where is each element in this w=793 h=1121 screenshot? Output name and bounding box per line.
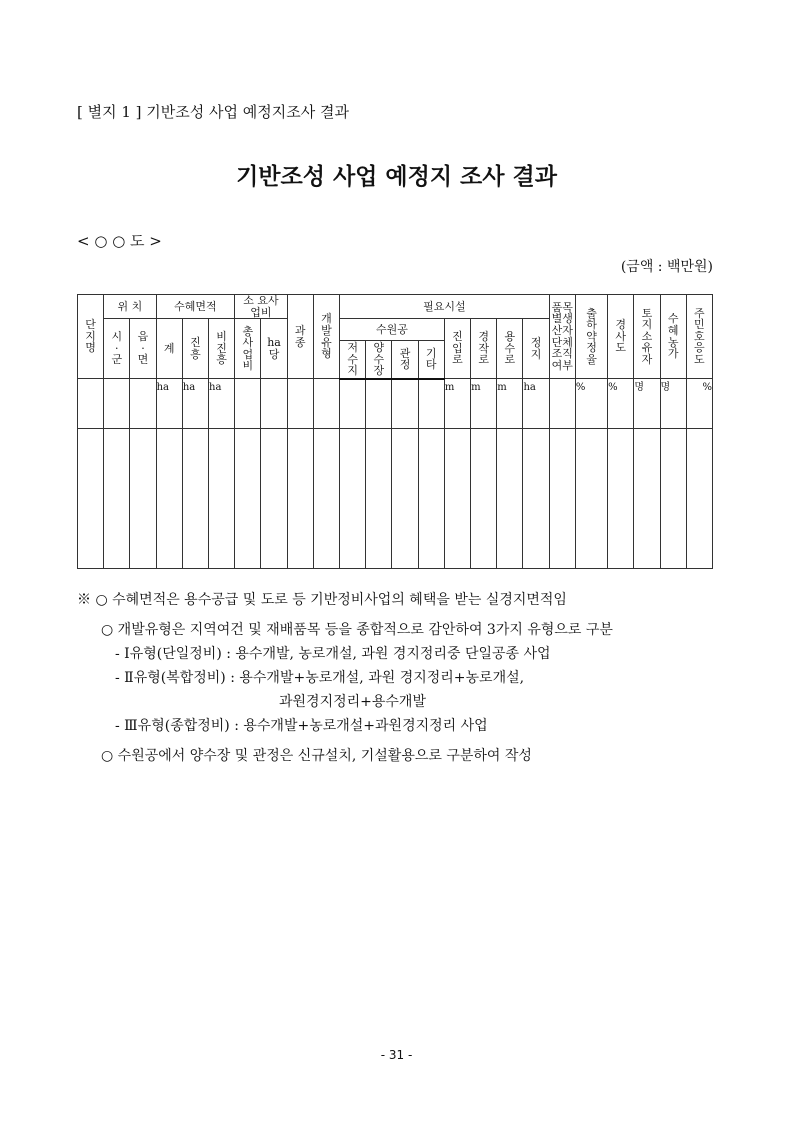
unit-cell: %: [686, 379, 712, 429]
note-item: ○ 수원공에서 양수장 및 관정은 신규설치, 기설활용으로 구분하여 작성: [101, 748, 532, 764]
header-landowner: 토지소유자: [634, 295, 660, 379]
header-pumping-station: 양수장: [366, 341, 392, 379]
table-row: [78, 429, 713, 569]
header-crop-type: 과종: [287, 295, 313, 379]
header-promotion-area: 진흥: [182, 319, 208, 379]
unit-cell: m: [444, 379, 470, 429]
table-cell: [366, 379, 392, 429]
table-cell: [313, 379, 339, 429]
attachment-title: [ 별지 1 ] 기반조성 사업 예정지조사 결과: [77, 103, 349, 121]
header-required-facilities: 필요시설: [340, 295, 550, 319]
header-product-union: 품목별생산자단체조직여부: [549, 295, 575, 379]
unit-cell: %: [608, 379, 634, 429]
note-item: - Ⅱ유형(복합정비) : 용수개발+농로개설, 과원 경지정리+농로개설,: [115, 670, 525, 686]
header-waterway: 용수로: [497, 319, 523, 379]
amount-unit-label: (금액 : 백만원): [620, 259, 713, 275]
header-access-road: 진입로: [444, 319, 470, 379]
header-total-area: 계: [156, 319, 182, 379]
note-item: - Ⅲ유형(종합정비) : 용수개발+농로개설+과원경지정리 사업: [115, 718, 488, 734]
header-total-project-cost: 총사업비: [235, 319, 261, 379]
note-item: 과원경지정리+용수개발: [279, 694, 426, 710]
header-farm-road: 경작로: [471, 319, 497, 379]
table-cell: [235, 379, 261, 429]
header-reservoir: 저수지: [340, 341, 366, 379]
header-tube-well: 관정: [392, 341, 418, 379]
header-beneficiary-farms: 수혜농가: [660, 295, 686, 379]
unit-cell: ha: [523, 379, 549, 429]
table-cell: [287, 379, 313, 429]
table-cell: [104, 379, 130, 429]
header-water-source: 수원공: [340, 319, 445, 341]
table-cell: [418, 379, 444, 429]
note-item: - Ⅰ유형(단일정비) : 용수개발, 농로개설, 과원 경지정리중 단일공종 사업: [115, 646, 551, 662]
header-land-leveling: 정지: [523, 319, 549, 379]
note-item: ○ 개발유형은 지역여건 및 재배품목 등을 종합적으로 감안하여 3가지 유형으로 구분: [101, 622, 613, 638]
table-cell: [261, 379, 287, 429]
header-resident-consent: 주민호응도: [686, 295, 712, 379]
table-cell: [392, 379, 418, 429]
unit-cell: 명: [634, 379, 660, 429]
header-benefit-area: 수혜면적: [156, 295, 235, 319]
unit-cell: ha: [209, 379, 235, 429]
table-row: [78, 379, 713, 429]
table-cell: [340, 379, 366, 429]
header-shipment-rate: 출하약정율: [575, 295, 607, 379]
header-required-budget: 소 요사업비: [235, 295, 287, 319]
page-number: - 31 -: [380, 1048, 413, 1062]
header-non-promotion-area: 비진흥: [209, 319, 235, 379]
header-other: 기타: [418, 341, 444, 379]
header-location: 위 치: [104, 295, 156, 319]
document-title: 기반조성 사업 예정지 조사 결과: [236, 164, 557, 190]
unit-cell: ha: [156, 379, 182, 429]
unit-cell: m: [497, 379, 523, 429]
region-label: < ○ ○ 도 >: [77, 232, 162, 250]
unit-cell: %: [575, 379, 607, 429]
table-cell: [549, 379, 575, 429]
notes-section: [77, 588, 613, 768]
table-cell: [130, 379, 156, 429]
note-item: ※ ○ 수혜면적은 용수공급 및 도로 등 기반정비사업의 혜택을 받는 실경지면적임: [77, 592, 567, 608]
header-eup-myeon: 읍·면: [130, 319, 156, 379]
unit-cell: ha: [182, 379, 208, 429]
header-si-gun: 시·군: [104, 319, 130, 379]
header-danji: 단지명: [78, 295, 104, 379]
table-cell: [78, 379, 104, 429]
header-cost-per-ha: ha당: [261, 319, 287, 379]
unit-cell: 명: [660, 379, 686, 429]
unit-cell: m: [471, 379, 497, 429]
header-development-type: 개발유형: [313, 295, 339, 379]
header-slope: 경사도: [608, 295, 634, 379]
survey-result-table: [77, 294, 713, 569]
